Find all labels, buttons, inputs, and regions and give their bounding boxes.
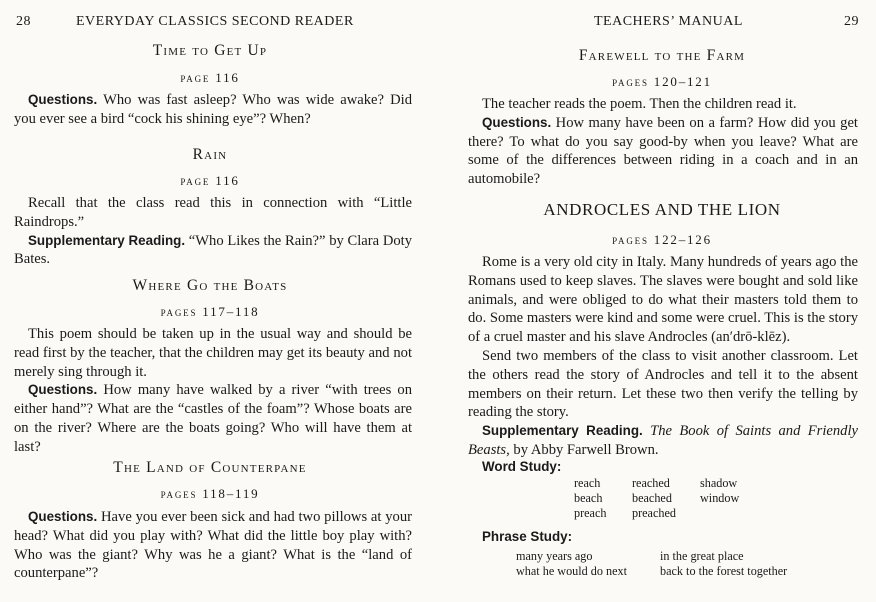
word-item: shadow [700, 476, 738, 490]
word-study-column-1 [574, 476, 606, 521]
word-study-column-2 [632, 476, 676, 521]
right-running-head: TEACHERS’ MANUAL [594, 14, 743, 29]
section-pages: pages 118–119 [160, 486, 260, 501]
questions-paragraph [14, 381, 412, 456]
section-pages: pages 117–118 [160, 304, 260, 319]
rome-paragraph: Rome is a very old city in Italy. Many hundreds of years ago the Romans used to keep slaves. The slaves were bought and sold like animals, and were obliged to do what their masters told them to do. Some masters were kind and some were cruel. This is the story of a cruel master and his slave Androcles (an′drō-klēz). [468, 254, 858, 346]
supplementary-reading-book: The Book of Saints and Friendly Beasts, [468, 423, 859, 458]
send-members-paragraph: Send two members of the class to visit another classroom. Let the others read the story of Androcles and tell it to the absent members on their return. Let these two then verify the telling by reading the story. [468, 347, 858, 421]
section-androcles [452, 200, 872, 220]
supplementary-reading-label: Supplementary Reading. [28, 232, 186, 248]
phrase-item: in the great place [660, 549, 744, 563]
section-time-to-get-up [0, 42, 420, 60]
word-study-label: Word Study: [482, 459, 562, 474]
section-title: ANDROCLES AND THE LION [543, 200, 781, 219]
supplementary-reading-paragraph [14, 232, 412, 270]
right-page [452, 0, 872, 602]
left-page-number: 28 [16, 14, 31, 29]
questions-label: Questions. [28, 382, 98, 398]
section-rain [0, 146, 420, 164]
supplementary-reading-text: “Who Likes the Rain?” by Clara Doty Bates. [14, 232, 413, 268]
word-item: beach [574, 491, 603, 505]
questions-label: Questions. [482, 114, 552, 130]
questions-label: Questions. [28, 509, 98, 524]
questions-paragraph [14, 508, 412, 583]
word-study-column-3 [700, 476, 739, 506]
questions-text: How many have walked by a river “with trees on either hand”? What are the “castles of the foam”? Whose boats are on the river? Where are the boats going? Who will have them at last? [14, 382, 412, 455]
left-page [0, 0, 420, 602]
word-item: beached [632, 491, 672, 505]
section-title: Where Go the Boats [132, 277, 288, 294]
section-title: Time to Get Up [152, 42, 268, 59]
boats-intro-paragraph: This poem should be taken up in the usual way and should be read first by the teacher, that the children may get its beauty and not merely sing through it. [14, 326, 412, 380]
questions-text: How many have been on a farm? How did you get there? To what do you say good-by when you leave? What are some of the differences between riding in a coach and in an automobile? [468, 114, 858, 188]
section-title: The Land of Counterpane [113, 459, 307, 476]
questions-text: Who was fast asleep? Who was wide awake? Did you ever see a bird “cock his shining eye”? When? [14, 92, 412, 127]
recall-paragraph: Recall that the class read this in connection with “Little Raindrops.” [14, 195, 412, 230]
questions-paragraph [14, 91, 412, 129]
phrase-study-label: Phrase Study: [482, 529, 573, 544]
farewell-intro-paragraph: The teacher reads the poem. Then the children read it. [482, 96, 797, 112]
supplementary-reading-label: Supplementary Reading. [482, 423, 643, 439]
questions-label: Questions. [28, 92, 98, 107]
word-item: reach [574, 476, 601, 490]
section-title: Farewell to the Farm [578, 47, 746, 64]
word-item: preached [632, 506, 676, 520]
section-pages: pages 120–121 [612, 74, 712, 89]
section-pages: pages 122–126 [612, 232, 712, 247]
phrase-item: many years ago [516, 549, 593, 563]
phrase-study-column-2 [660, 549, 787, 579]
questions-text: Have you ever been sick and had two pillows at your head? What did you play with? What did the little boy play with? Who was the giant? Why was he a giant? What is the “land of counterpane”? [14, 509, 412, 582]
section-farewell-to-the-farm [452, 47, 872, 65]
phrase-item: back to the forest together [660, 564, 788, 578]
word-item: window [700, 491, 740, 505]
supplementary-reading-paragraph [468, 422, 858, 460]
section-where-go-the-boats [0, 277, 420, 295]
section-pages: page 116 [180, 70, 240, 85]
phrase-item: what he would do next [516, 564, 628, 578]
phrase-study-column-1 [516, 549, 627, 579]
section-title: Rain [192, 146, 228, 163]
right-page-number: 29 [844, 14, 859, 29]
left-running-head: EVERYDAY CLASSICS SECOND READER [76, 14, 354, 29]
word-item: preach [574, 506, 607, 520]
questions-paragraph [468, 114, 858, 189]
word-item: reached [632, 476, 670, 490]
supplementary-reading-author: by Abby Farwell Brown. [513, 441, 659, 458]
section-land-of-counterpane [0, 459, 420, 477]
section-pages: page 116 [180, 173, 240, 188]
